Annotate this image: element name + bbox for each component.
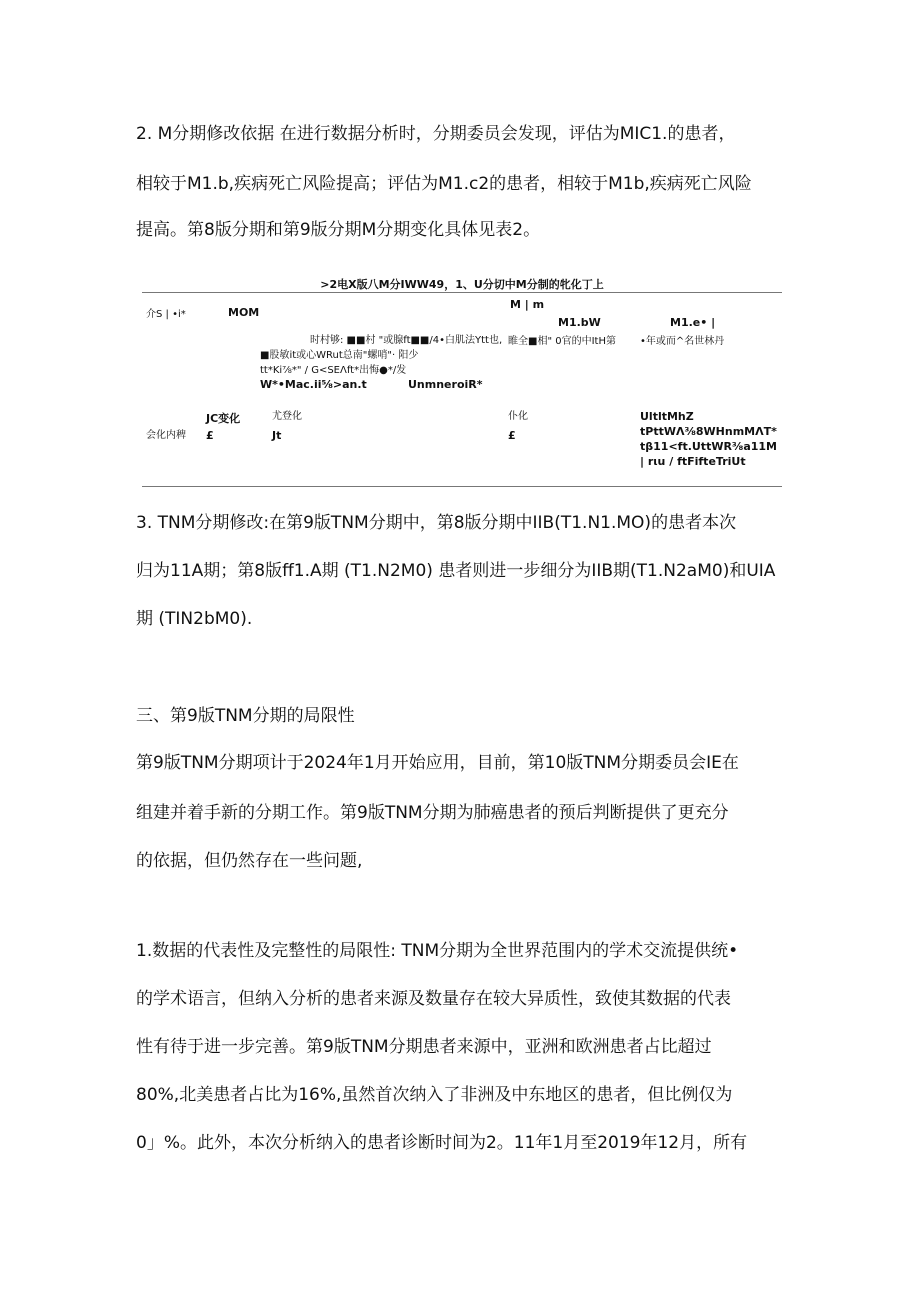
text-line: 3. TNM分期修改:在第9版TNM分期中，第8版分期中IIB(T1.N1.MO)的患者本次 (136, 513, 737, 533)
table-caption: >2电X版八M分IWW49，1、U分切中M分制的牝化丁上 (320, 278, 604, 291)
table-cell: MOM (228, 306, 260, 319)
table-cell: •年或而^名世林丹 (640, 336, 725, 347)
table-cell: 时村够: ■■村 "或腺ft■■/4•白肌法Ytt也, (310, 335, 503, 346)
table-cell: W*•Mac.ii⅝>an.t (260, 378, 367, 391)
text-line: 性有待于进一步完善。第9版TNM分期患者来源中，亚洲和欧洲患者占比超过 (136, 1037, 712, 1057)
table-cell: 仆化 (508, 411, 528, 422)
table-cell: UnmneroiR* (408, 378, 483, 391)
table-cell: JC变化 (206, 412, 241, 425)
text-line: 0」%。此外，本次分析纳入的患者诊断时间为2。11年1月至2019年12月，所有 (136, 1133, 748, 1153)
text-line: 相较于M1.b,疾病死亡风险提高；评估为M1.c2的患者，相较于M1b,疾病死亡风险 (136, 174, 752, 194)
table-header: M | m (510, 298, 545, 311)
table-top-rule (142, 292, 782, 293)
section-heading: 三、第9版TNM分期的局限性 (136, 706, 355, 726)
table-row-label: 会化内稗 (146, 430, 186, 441)
text-line: 期 (TIN2bM0). (136, 609, 253, 629)
text-line: 提高。第8版分期和第9版分期M分期变化具体见表2。 (136, 220, 541, 240)
table-cell: ■股敏it或心WRut总南"螺哨"· 阳少 (260, 350, 419, 361)
text-line: 归为11A期；第8版ff1.A期 (T1.N2M0) 患者则进一步细分为IIB期(T1.N2aM0)和UIA (136, 561, 776, 581)
text-line: 1.数据的代表性及完整性的局限性: TNM分期为全世界范围内的学术交流提供统• (136, 941, 739, 961)
text-line: 的依据，但仍然存在一些问题, (136, 851, 363, 871)
table-cell: £ (508, 429, 516, 442)
text-line: 组建并着手新的分期工作。第9版TNM分期为肺癌患者的预后判断提供了更充分 (136, 803, 729, 823)
table-cell: tt*Ki⅞*" / G<SEΛft*出悔●*/发 (260, 365, 407, 376)
table-cell: | rιu / ftFifteTriUt (640, 455, 746, 468)
table-row-label: 介S | •i* (146, 309, 186, 320)
text-line: 80%,北美患者占比为16%,虽然首次纳入了非洲及中东地区的患者，但比例仅为 (136, 1085, 733, 1105)
table-bottom-rule (142, 486, 782, 487)
text-line: 2. M分期修改依据 在进行数据分析时，分期委员会发现，评估为MIC1.的患者， (136, 124, 736, 144)
text-line: 第9版TNM分期项计于2024年1月开始应用，目前，第10版TNM分期委员会IE在 (136, 753, 739, 773)
table-cell: Jt (272, 429, 282, 442)
text-line: 的学术语言，但纳入分析的患者来源及数量存在较大异质性，致使其数据的代表 (136, 989, 731, 1009)
table-cell: £ (206, 429, 214, 442)
table-cell: tPttWΛ⅜8WHnmMΛT* (640, 425, 777, 438)
table-2 (142, 270, 782, 490)
table-header: M1.bW (558, 316, 601, 329)
table-cell: 睢全■相" 0官的中ItH第 (508, 336, 616, 347)
table-cell: tβ11<ft.UttWR⅜a11M (640, 440, 777, 453)
table-cell: 尤登化 (272, 411, 302, 422)
table-cell: UltltMhZ (640, 410, 694, 423)
table-header: M1.e• | (670, 316, 716, 329)
